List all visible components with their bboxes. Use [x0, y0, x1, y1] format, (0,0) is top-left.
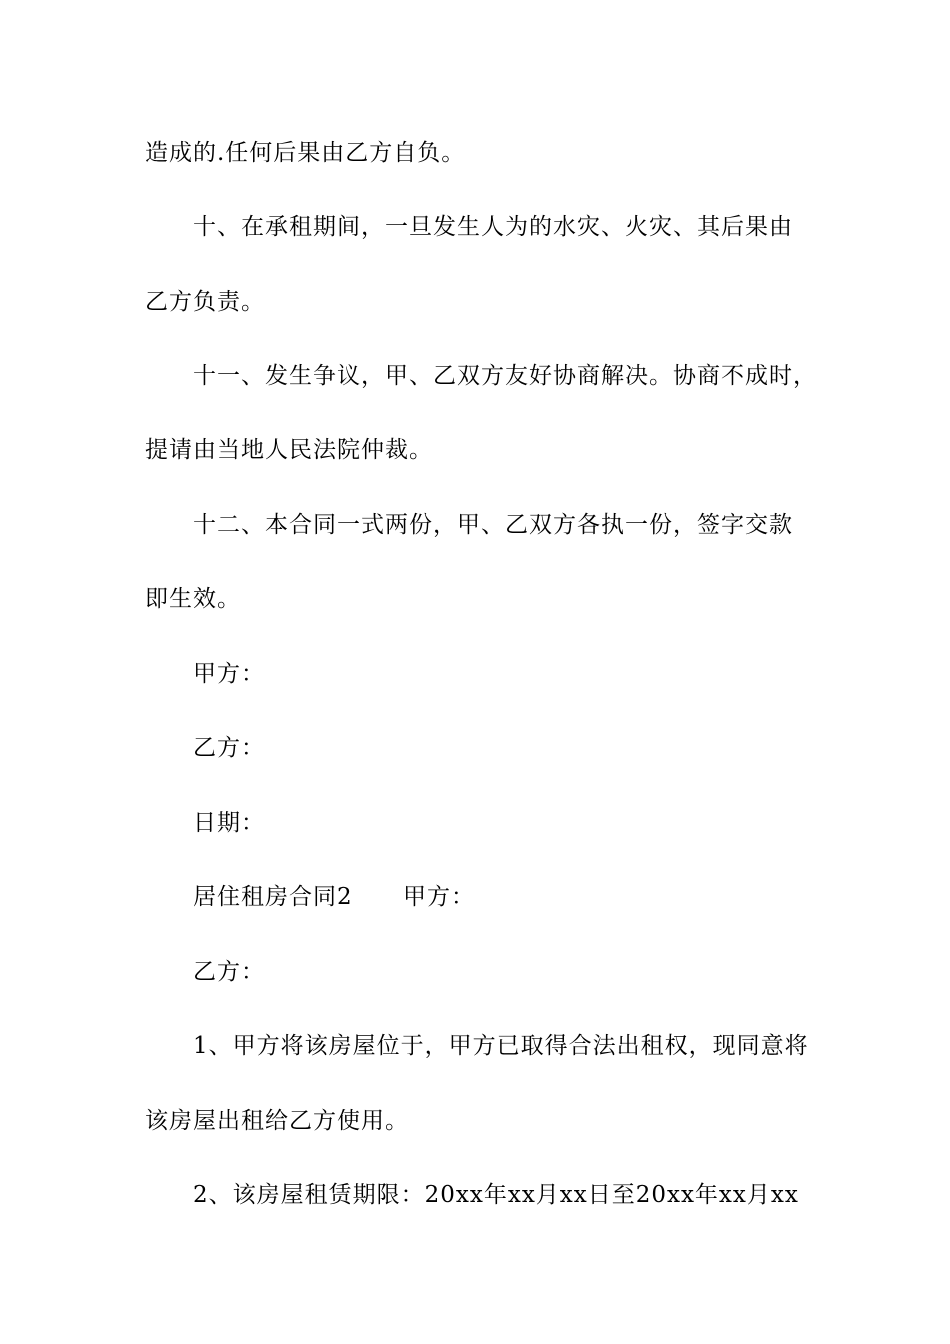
clause-two-line: 2、该房屋租赁期限：20xx年xx月xx日至20xx年xx月xx — [193, 1182, 799, 1208]
clause-one-line: 1、甲方将该房屋位于，甲方已取得合法出租权，现同意将 — [193, 1033, 809, 1059]
party-b-signature-label: 乙方： — [193, 735, 265, 761]
date-label: 日期： — [193, 810, 265, 836]
clause-twelve-line: 十二、本合同一式两份，甲、乙双方各执一份，签字交款 — [193, 512, 793, 538]
party-a-label: 甲方： — [403, 884, 475, 910]
clause-eleven-line: 十一、发生争议，甲、乙双方友好协商解决。协商不成时， — [193, 363, 817, 389]
contract-title: 居住租房合同2 — [193, 884, 353, 910]
paragraph-line: 即生效。 — [145, 586, 241, 612]
paragraph-line: 乙方负责。 — [145, 289, 265, 315]
clause-ten-line: 十、在承租期间，一旦发生人为的水灾、火灾、其后果由 — [193, 214, 793, 240]
paragraph-line: 提请由当地人民法院仲裁。 — [145, 437, 433, 463]
paragraph-line: 该房屋出租给乙方使用。 — [145, 1108, 409, 1134]
party-a-signature-label: 甲方： — [193, 661, 265, 687]
party-b-label: 乙方： — [193, 959, 265, 985]
paragraph-line: 造成的.任何后果由乙方自负。 — [145, 140, 466, 166]
